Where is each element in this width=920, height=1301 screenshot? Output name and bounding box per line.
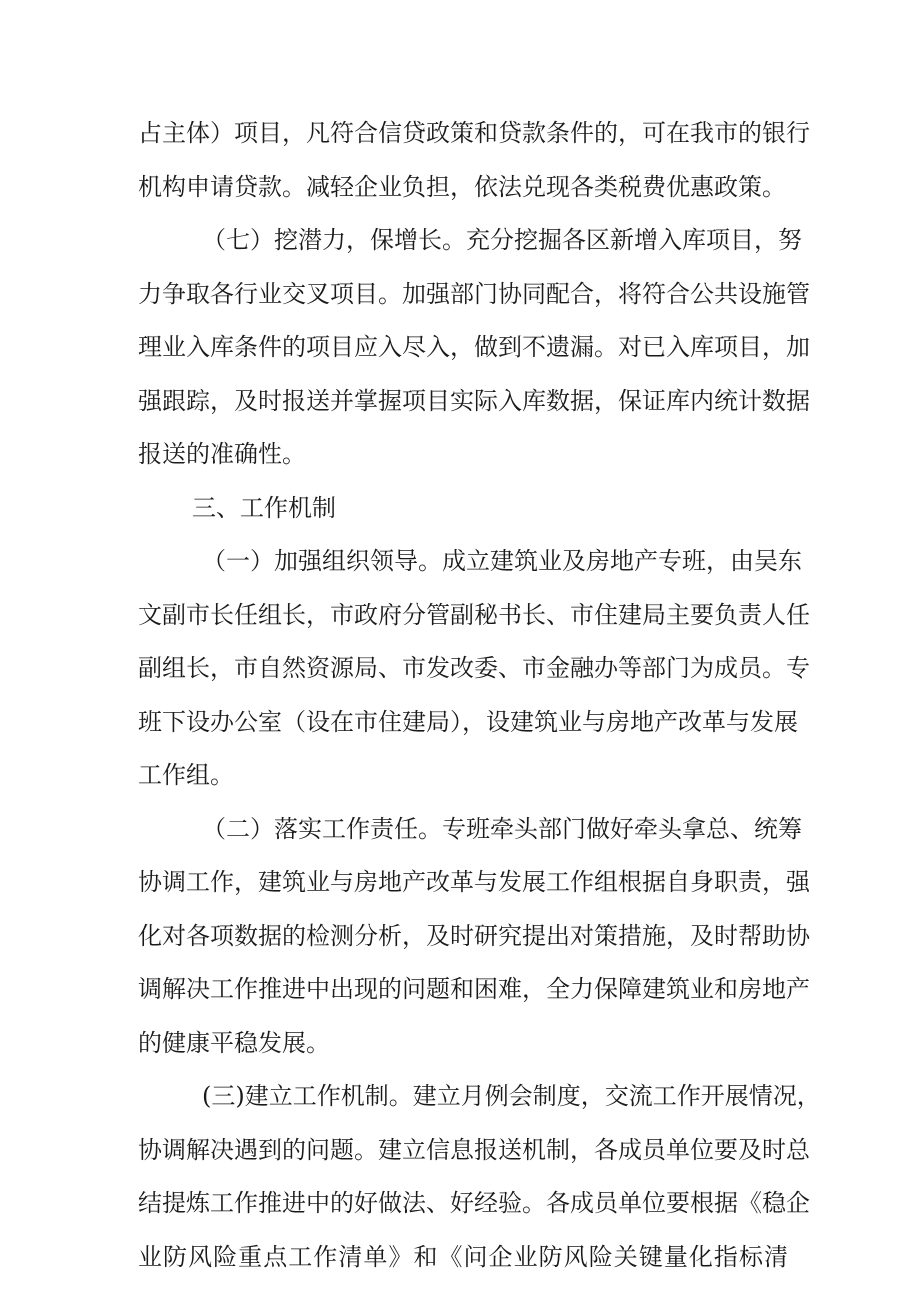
document-body [138, 107, 821, 1284]
body-line: 班下设办公室（设在市住建局），设建筑业与房地产改革与发展 [138, 707, 798, 736]
body-line: 结提炼工作推进中的好做法、好经验。各成员单位要根据《稳企 [138, 1189, 810, 1217]
body-line: 报送的准确性。 [138, 440, 306, 468]
paragraph-heading-line: （二）落实工作责任。专班牵头部门做好牵头拿总、统筹 [202, 814, 802, 843]
body-line: 理业入库条件的项目应入尽入，做到不遗漏。对已入库项目，加 [138, 333, 810, 361]
body-line: 业防风险重点工作清单》和《问企业防风险关键量化指标清 [138, 1242, 788, 1271]
body-line: 强跟踪，及时报送并掌握项目实际入库数据，保证库内统计数据 [138, 386, 810, 415]
paragraph-heading-line: (三)建立工作机制。建立月例会制度，交流工作开展情况， [202, 1082, 821, 1110]
section-heading: 三、工作机制 [192, 493, 336, 522]
body-line: 的健康平稳发展。 [138, 1028, 330, 1057]
body-line: 力争取各行业交叉项目。加强部门协同配合，将符合公共设施管 [138, 279, 810, 308]
body-line: 文副市长任组长，市政府分管副秘书长、市住建局主要负责人任 [138, 600, 810, 629]
body-line: 化对各项数据的检测分析，及时研究提出对策措施，及时帮助协 [138, 921, 810, 950]
body-line: 副组长，市自然资源局、市发改委、市金融办等部门为成员。专 [138, 654, 810, 682]
body-line: 协调解决遇到的问题。建立信息报送机制，各成员单位要及时总 [138, 1135, 810, 1164]
body-line: 工作组。 [138, 761, 234, 789]
body-line: 占主体）项目，凡符合信贷政策和贷款条件的，可在我市的银行 [138, 119, 810, 147]
paragraph-heading-line: （七）挖潜力，保增长。充分挖掘各区新增入库项目，努 [202, 226, 802, 254]
paragraph-heading-line: （一）加强组织领导。成立建筑业及房地产专班，由吴东 [202, 547, 802, 575]
body-line: 协调工作，建筑业与房地产改革与发展工作组根据自身职责，强 [138, 868, 810, 896]
body-line: 机构申请贷款。减轻企业负担，依法兑现各类税费优惠政策。 [138, 172, 786, 201]
body-line: 调解决工作推进中出现的问题和困难，全力保障建筑业和房地产 [138, 975, 810, 1003]
